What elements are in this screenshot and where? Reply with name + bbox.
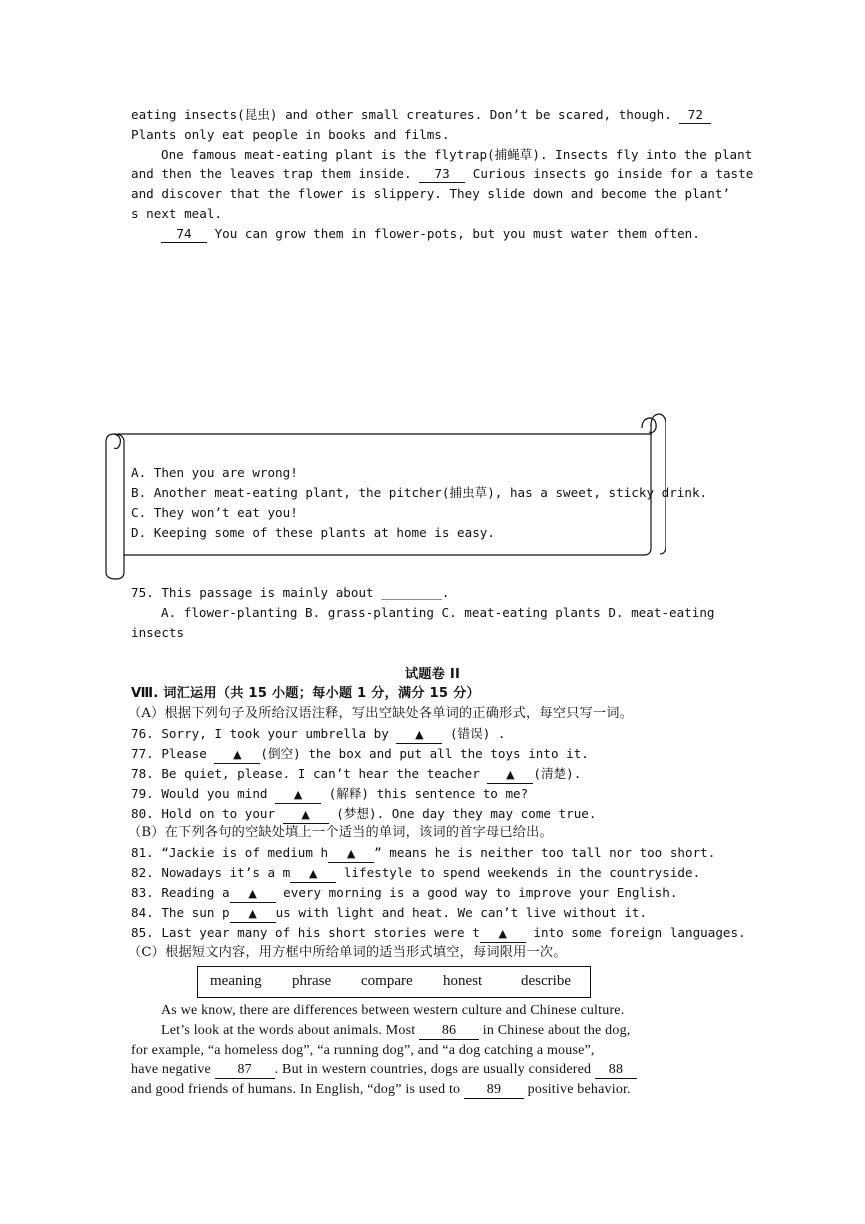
answer-blank[interactable]: ▲ (480, 926, 526, 943)
cloze-line: As we know, there are differences between western culture and Chinese culture. (161, 1003, 625, 1018)
word-box-item: describe (521, 973, 571, 989)
question-85: 85. Last year many of his short stories were t ▲ into some foreign languages. (131, 923, 746, 943)
answer-blank[interactable]: ▲ (214, 747, 260, 764)
blank-86[interactable]: 86 (419, 1023, 479, 1040)
cloze-line: Let’s look at the words about animals. Most 86 in Chinese about the dog, (161, 1023, 631, 1038)
question-84: 84. The sun p ▲ us with light and heat. We can’t live without it. (131, 903, 647, 923)
part-c-instructions: （C）根据短文内容，用方框中所给单词的适当形式填空，每词限用一次。 (128, 945, 567, 960)
word-box-item: honest (443, 973, 483, 989)
question-80: 80. Hold on to your ▲ (梦想). One day they may come true. (131, 804, 596, 824)
question-81: 81. “Jackie is of medium h ▲ ” means he is neither too tall nor too short. (131, 843, 715, 863)
option-b: B. Another meat-eating plant, the pitcher(捕虫草), has a sweet, sticky drink. (131, 485, 708, 500)
question-75-choices-cont: insects (131, 625, 185, 640)
section-title: 试题卷 II (404, 667, 461, 682)
cloze-line: and good friends of humans. In English, “dog” is used to 89 positive behavior. (131, 1082, 631, 1097)
passage-line: and discover that the flower is slippery. They slide down and become the plant’ (131, 186, 730, 201)
cloze-line: for example, “a homeless dog”, “a running dog”, and “a dog catching a mouse”, (131, 1043, 595, 1058)
passage-line: One famous meat-eating plant is the flytrap(捕蝇草). Insects fly into the plant (161, 147, 753, 162)
passage-line: eating insects(昆虫) and other small creatures. Don’t be scared, though. 72 (131, 105, 711, 125)
passage-line: and then the leaves trap them inside. 73 Curious insects go inside for a taste (131, 166, 754, 181)
answer-blank[interactable]: ▲ (396, 727, 442, 744)
question-83: 83. Reading a ▲ every morning is a good way to improve your English. (131, 883, 677, 903)
blank-72[interactable]: 72 (679, 107, 711, 124)
word-box-item: compare (361, 973, 413, 989)
passage-line: 74 You can grow them in flower-pots, but you must water them often. (161, 224, 700, 244)
passage-line: s next meal. (131, 206, 222, 221)
answer-blank[interactable]: ▲ (230, 886, 276, 903)
answer-blank[interactable]: ▲ (328, 846, 374, 863)
question-76: 76. Sorry, I took your umbrella by ▲ (错误) . (131, 724, 505, 744)
question-77: 77. Please ▲ (倒空) the box and put all the toys into it. (131, 744, 589, 764)
word-box-item: phrase (292, 973, 332, 989)
blank-88[interactable]: 88 (595, 1062, 637, 1079)
word-box (197, 966, 591, 998)
question-75-choices: A. flower-planting B. grass-planting C. meat-eating plants D. meat-eating (161, 605, 715, 620)
cloze-line: have negative 87 . But in western countries, dogs are usually considered 88 (131, 1060, 637, 1080)
question-78: 78. Be quiet, please. I can’t hear the teacher ▲ (清楚). (131, 764, 581, 784)
option-c: C. They won’t eat you! (131, 505, 298, 520)
option-a: A. Then you are wrong! (131, 465, 298, 480)
question-82: 82. Nowadays it’s a m ▲ lifestyle to spend weekends in the countryside. (131, 863, 700, 883)
blank-73[interactable]: 73 (419, 166, 465, 183)
question-75: 75. This passage is mainly about ________. (131, 585, 450, 600)
word-box-item: meaning (210, 973, 262, 989)
answer-blank[interactable]: ▲ (487, 767, 533, 784)
part-b-instructions: （B）在下列各句的空缺处填上一个适当的单词，该词的首字母已给出。 (128, 825, 553, 840)
answer-blank[interactable]: ▲ (290, 866, 336, 883)
part-a-instructions: （A）根据下列句子及所给汉语注释，写出空缺处各单词的正确形式，每空只写一词。 (128, 706, 634, 721)
blank-89[interactable]: 89 (464, 1082, 524, 1099)
blank-87[interactable]: 87 (215, 1062, 275, 1079)
answer-blank[interactable]: ▲ (283, 807, 329, 824)
answer-blank[interactable]: ▲ (230, 906, 276, 923)
option-d: D. Keeping some of these plants at home is easy. (131, 525, 495, 540)
question-79: 79. Would you mind ▲ (解释) this sentence to me? (131, 784, 528, 804)
section-heading: Ⅷ. 词汇运用（共 15 小题；每小题 1 分，满分 15 分） (131, 686, 480, 701)
answer-blank[interactable]: ▲ (275, 787, 321, 804)
passage-line: Plants only eat people in books and films. (131, 127, 450, 142)
blank-74[interactable]: 74 (161, 226, 207, 243)
